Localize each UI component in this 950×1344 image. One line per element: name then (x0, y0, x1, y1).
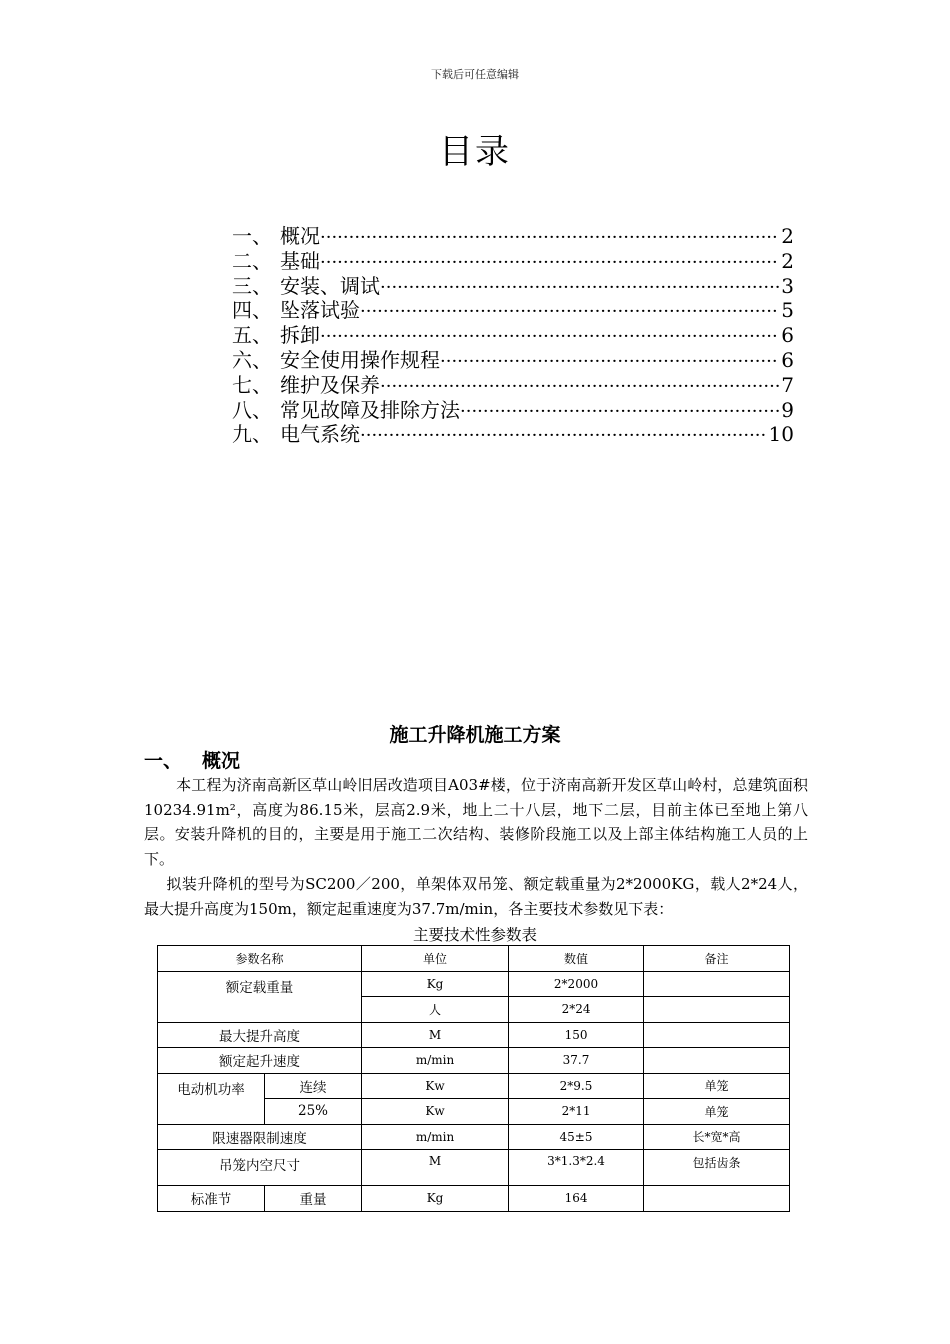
toc-dot-leader (360, 300, 779, 325)
header-cell-note: 备注 (644, 946, 790, 972)
cell-value: 3*1.3*2.4 (509, 1150, 644, 1186)
toc-entry-label: 常见故障及排除方法 (280, 397, 460, 422)
toc-entry-page: 2 (781, 248, 794, 273)
table-row (158, 1124, 790, 1150)
cell-unit: Kw (362, 1073, 509, 1099)
table-row (158, 1150, 790, 1186)
cell-unit: M (362, 1022, 509, 1048)
toc-entry-number: 九、 (232, 422, 272, 447)
cell-unit: m/min (362, 1048, 509, 1074)
toc-entry[interactable] (232, 422, 794, 447)
toc-entry[interactable] (232, 298, 794, 323)
section-number: 一、 (144, 750, 183, 772)
toc-entry[interactable] (232, 398, 794, 423)
cell-section-name: 标准节 (158, 1186, 265, 1212)
paragraph-text: 拟装升降机的型号为SC200／200，单架体双吊笼、额定载重量为2*2000KG，载人2*24人，最大提升高度为150m，额定起重速度为37.7m/min，各主要技术参数见下表： (144, 875, 808, 918)
cell-unit: Kw (362, 1099, 509, 1125)
cell-note (644, 1186, 790, 1212)
cell-value: 150 (509, 1022, 644, 1048)
toc-entry-page: 3 (781, 273, 794, 298)
toc-entry-label: 安装、调试 (280, 273, 380, 298)
toc-entry-number: 一、 (232, 224, 272, 248)
cell-speed-name: 额定起升速度 (158, 1048, 362, 1074)
toc-entry-number: 三、 (232, 273, 272, 298)
toc-entry-page: 9 (781, 397, 794, 422)
table-row (158, 971, 790, 997)
paragraph-text: 本工程为济南高新区草山岭旧居改造项目A03#楼，位于济南高新开发区草山岭村，总建筑面积10234.91m²，高度为86.15米，层高2.9米，地上二十八层，地下二层，目前主体已至地上第八层。安装升降机的目的，主要是用于施工二次结构、装修阶段施工以及上部主体结构施工人员的上下。 (144, 776, 808, 868)
overview-paragraph-2 (144, 872, 808, 921)
toc-dot-leader (320, 226, 779, 251)
table-row (158, 1048, 790, 1074)
toc-entry[interactable] (232, 274, 794, 299)
toc-title: 目录 (439, 132, 511, 172)
cell-note: 包括齿条 (644, 1150, 790, 1186)
cell-value: 164 (509, 1186, 644, 1212)
toc-entry-number: 四、 (232, 298, 272, 323)
toc-entry-page: 10 (768, 422, 794, 447)
toc-entry-label: 拆卸 (280, 323, 320, 348)
toc-entry-label: 坠落试验 (280, 298, 360, 323)
header-cell-unit: 单位 (362, 946, 509, 972)
toc-dot-leader (440, 350, 779, 375)
toc-entry-number: 五、 (232, 323, 272, 348)
cell-note: 单笼 (644, 1073, 790, 1099)
cell-unit: Kg (362, 971, 509, 997)
cell-limiter-name: 限速器限制速度 (158, 1124, 362, 1150)
toc-entry-label: 概况 (280, 224, 320, 248)
cell-motor-sub: 25% (265, 1099, 362, 1125)
cell-rated-load-name: 额定载重量 (158, 971, 362, 1022)
cell-motor-name: 电动机功率 (158, 1073, 265, 1124)
toc-entry-page: 7 (781, 372, 794, 397)
cell-max-height-name: 最大提升高度 (158, 1022, 362, 1048)
cell-value: 2*9.5 (509, 1073, 644, 1099)
cell-cage-name: 吊笼内空尺寸 (158, 1150, 362, 1186)
cell-section-sub: 重量 (265, 1186, 362, 1212)
toc-entry[interactable] (232, 323, 794, 348)
toc-entry-number: 七、 (232, 372, 272, 397)
toc-entry-number: 六、 (232, 347, 272, 372)
toc-entry-page: 6 (781, 347, 794, 372)
cell-value: 2*2000 (509, 971, 644, 997)
table-row (158, 1022, 790, 1048)
cell-unit: M (362, 1150, 509, 1186)
header-cell-value: 数值 (509, 946, 644, 972)
cell-value: 45±5 (509, 1124, 644, 1150)
cell-note (644, 997, 790, 1023)
toc-dot-leader (320, 325, 779, 350)
cell-note (644, 1022, 790, 1048)
cell-note (644, 1048, 790, 1074)
toc-dot-leader (380, 276, 779, 301)
overview-paragraph-1 (144, 773, 808, 871)
table-row (158, 1186, 790, 1212)
cell-unit: 人 (362, 997, 509, 1023)
parameters-table (157, 945, 790, 1212)
toc-entry-label: 安全使用操作规程 (280, 347, 440, 372)
section-heading (144, 746, 240, 773)
table-row (158, 1073, 790, 1099)
section-title: 概况 (202, 750, 241, 772)
table-caption: 主要技术性参数表 (412, 926, 537, 944)
cell-unit: m/min (362, 1124, 509, 1150)
header-cell-name: 参数名称 (158, 946, 362, 972)
toc-entry-label: 基础 (280, 248, 320, 273)
toc-entry-number: 八、 (232, 397, 272, 422)
toc-entry[interactable] (232, 224, 794, 249)
document-title: 施工升降机施工方案 (389, 724, 561, 746)
cell-note: 单笼 (644, 1099, 790, 1125)
toc-entry-label: 电气系统 (280, 422, 360, 447)
toc-entry[interactable] (232, 373, 794, 398)
cell-motor-sub: 连续 (265, 1073, 362, 1099)
toc-dot-leader (460, 400, 779, 425)
cell-value: 37.7 (509, 1048, 644, 1074)
watermark-text: 下载后可任意编辑 (431, 68, 519, 81)
table-header-row (158, 946, 790, 972)
cell-note: 长*宽*高 (644, 1124, 790, 1150)
toc-entry-number: 二、 (232, 248, 272, 273)
toc-entry[interactable] (232, 348, 794, 373)
toc-entry-label: 维护及保养 (280, 372, 380, 397)
cell-value: 2*24 (509, 997, 644, 1023)
toc-dot-leader (380, 375, 779, 400)
toc-entry[interactable] (232, 249, 794, 274)
toc-entry-page: 2 (781, 224, 794, 248)
cell-unit: Kg (362, 1186, 509, 1212)
table-of-contents (232, 224, 794, 447)
toc-dot-leader (360, 424, 767, 449)
cell-note (644, 971, 790, 997)
toc-dot-leader (320, 251, 779, 276)
toc-entry-page: 5 (781, 298, 794, 323)
cell-value: 2*11 (509, 1099, 644, 1125)
toc-entry-page: 6 (781, 323, 794, 348)
